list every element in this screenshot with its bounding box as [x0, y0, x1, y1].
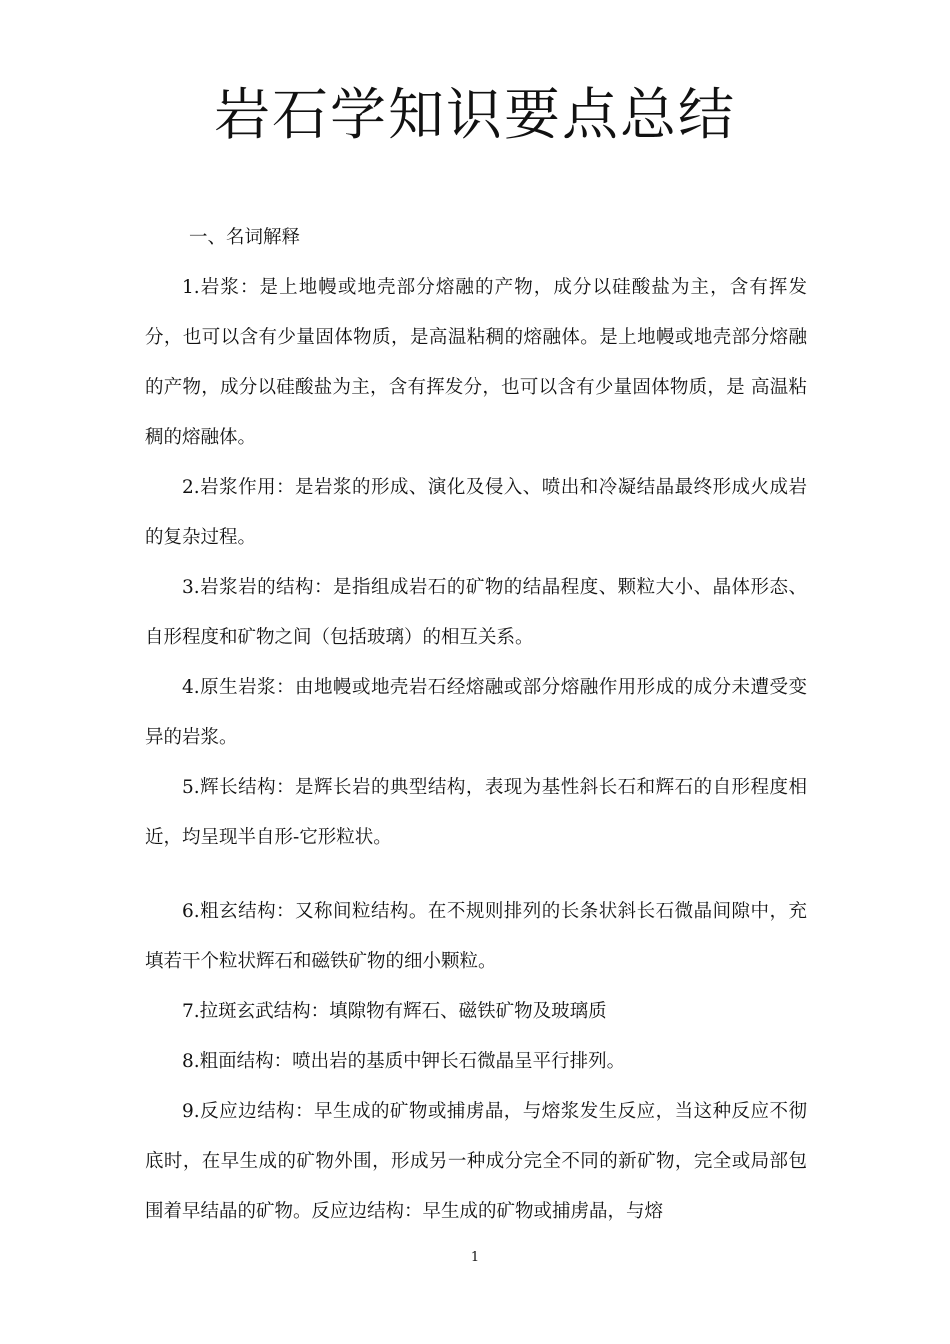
paragraph-9: 9.反应边结构：早生成的矿物或捕虏晶，与熔浆发生反应，当这种反应不彻 底时，在早生成的矿物外围，形成另一种成分完全不同的新矿物，完全或局部包围着早结晶的矿物。反应边结构：早生成的矿物或捕虏晶，与熔 [145, 1101, 832, 1222]
paragraph-1: 1.岩浆：是上地幔或地壳部分熔融的产物，成分以硅酸盐为主，含有挥发分，也可以含有少量固体物质，是高温粘稠的熔融体。是上地幔或地壳部分熔融的产物，成分以硅酸盐为主，含有挥发分，也可以含有少量固体物质，是 高温粘稠的熔融体。 [145, 277, 807, 448]
paragraph-2: 2.岩浆作用：是岩浆的形成、演化及侵入、喷出和冷凝结晶最终形成火成岩的复杂过程。 [145, 477, 807, 548]
paragraph-3: 3.岩浆岩的结构：是指组成岩石的矿物的结晶程度、颗粒大小、晶体形态、自形程度和矿物之间（包括玻璃）的相互关系。 [145, 577, 807, 648]
document-body [145, 213, 832, 1237]
page-number: 1 [470, 1250, 480, 1265]
paragraph-5: 5.辉长结构：是辉长岩的典型结构，表现为基性斜长石和辉石的自形程度相近，均呈现半自形-它形粒状。 [145, 777, 807, 848]
document-title: 岩石学知识要点总结 [214, 83, 736, 148]
paragraph-7: 7.拉斑玄武结构：填隙物有辉石、磁铁矿物及玻璃质 [182, 1001, 607, 1022]
paragraph-4: 4.原生岩浆：由地幔或地壳岩石经熔融或部分熔融作用形成的成分未遭受变异的岩浆。 [145, 677, 807, 748]
paragraph-6: 6.粗玄结构：又称间粒结构。在不规则排列的长条状斜长石微晶间隙中，充填若干个粒状辉石和磁铁矿物的细小颗粒。 [145, 901, 807, 972]
paragraph-8: 8.粗面结构：喷出岩的基质中钾长石微晶呈平行排列。 [182, 1051, 626, 1072]
section-heading: 一、名词解释 [189, 227, 301, 248]
